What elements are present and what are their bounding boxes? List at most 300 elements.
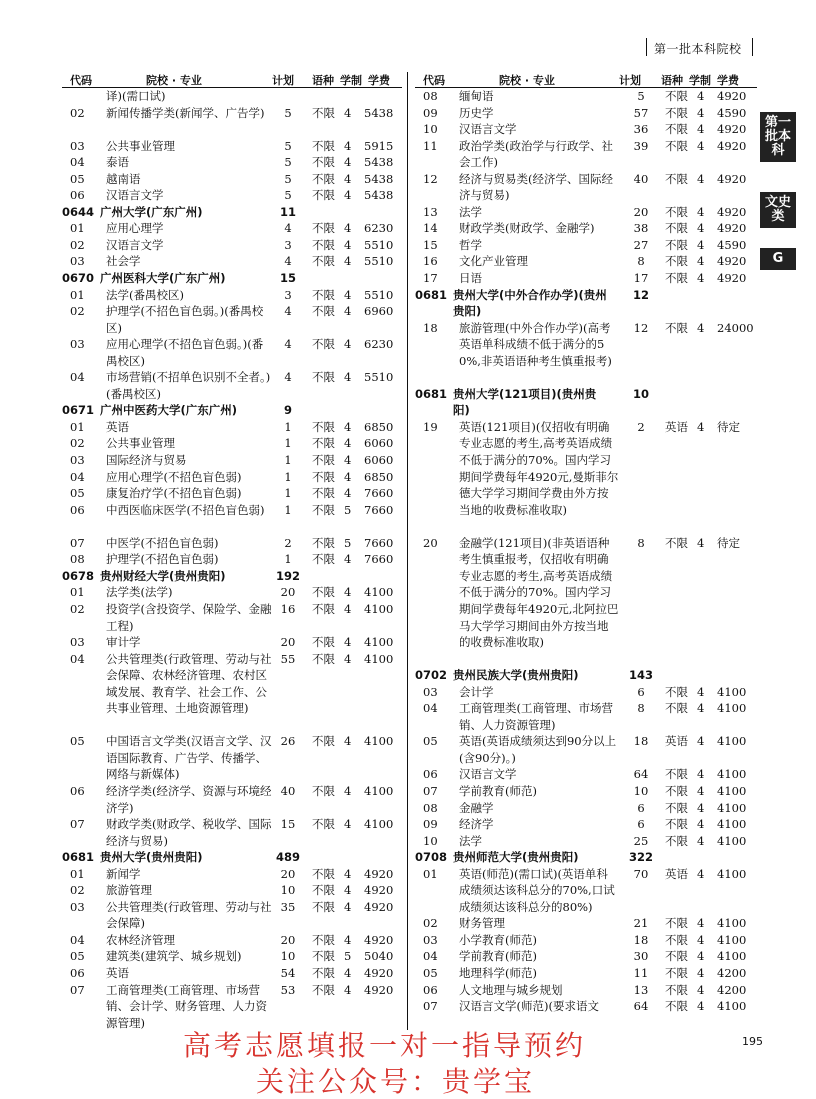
name-cell: 学前教育(师范) <box>459 949 537 964</box>
years-cell: 4 <box>697 535 705 550</box>
school-row <box>62 402 402 419</box>
code-cell: 01 <box>70 287 85 302</box>
name-cell: 公共事业管理 <box>106 436 175 451</box>
school-row <box>415 287 757 320</box>
name-cell: 社会学 <box>106 254 141 269</box>
years-cell: 5 <box>344 949 352 964</box>
years-cell: 4 <box>697 171 705 186</box>
plan-cell: 5 <box>637 89 645 103</box>
code-cell: 0702 <box>415 668 448 683</box>
plan-cell: 64 <box>633 767 649 782</box>
name-cell: 应用心理学(不招色盲色弱。)(番禺校区) <box>106 337 264 368</box>
plan-cell: 4 <box>284 254 292 269</box>
name-cell: 工商管理类(工商管理、市场营销、会计学、财务管理、人力资源管理) <box>106 982 267 1030</box>
years-cell: 4 <box>697 949 705 964</box>
code-cell: 02 <box>70 304 85 319</box>
plan-cell: 1 <box>284 469 292 484</box>
major-row <box>415 320 757 386</box>
years-cell: 4 <box>697 982 705 997</box>
name-cell: 财务管理 <box>459 916 505 931</box>
lang-cell: 不限 <box>312 370 335 385</box>
fee-cell: 4100 <box>717 800 747 815</box>
major-row <box>62 601 402 634</box>
code-cell: 01 <box>70 419 85 434</box>
name-cell: 市场营销(不招单色识别不全者。)(番禺校区) <box>106 370 271 401</box>
years-cell: 4 <box>344 138 352 153</box>
header-code: 代码 <box>70 74 92 87</box>
years-cell: 4 <box>344 601 352 616</box>
school-row <box>415 386 757 419</box>
lang-cell: 不限 <box>665 535 688 550</box>
code-cell: 0671 <box>62 403 95 418</box>
name-cell: 经济学 <box>459 817 494 832</box>
plan-cell: 8 <box>637 701 645 716</box>
plan-cell: 6 <box>637 800 645 815</box>
years-cell: 4 <box>344 370 352 385</box>
name-cell: 护理学(不招色盲色弱。)(番禺校区) <box>106 304 264 335</box>
major-row <box>415 915 757 932</box>
code-cell: 04 <box>70 155 85 170</box>
code-cell: 05 <box>70 949 85 964</box>
column-divider <box>407 72 408 1030</box>
major-row <box>62 535 402 552</box>
years-cell: 4 <box>697 320 705 335</box>
fee-cell: 4100 <box>717 767 747 782</box>
code-cell: 07 <box>70 982 85 997</box>
code-cell: 07 <box>70 535 85 550</box>
major-row <box>415 733 757 766</box>
code-cell: 07 <box>423 784 438 798</box>
lang-cell: 不限 <box>312 982 335 997</box>
code-cell: 07 <box>70 817 85 832</box>
code-cell: 15 <box>423 237 438 252</box>
code-cell: 08 <box>423 800 438 815</box>
major-row <box>415 253 757 270</box>
major-row <box>62 435 402 452</box>
plan-cell: 2 <box>284 535 292 550</box>
major-row <box>62 469 402 486</box>
major-row <box>62 634 402 651</box>
lang-cell: 不限 <box>665 221 688 236</box>
lang-cell: 不限 <box>312 419 335 434</box>
plan-cell: 4 <box>284 221 292 236</box>
plan-cell: 4 <box>284 337 292 352</box>
fee-cell: 5915 <box>364 138 394 153</box>
major-row <box>62 287 402 304</box>
code-cell: 09 <box>423 817 438 832</box>
fee-cell: 待定 <box>717 535 740 550</box>
major-row <box>62 154 402 171</box>
lang-cell: 不限 <box>312 585 335 600</box>
major-row <box>62 651 402 734</box>
name-cell: 建筑类(建筑学、城乡规划) <box>106 949 242 964</box>
lang-cell: 不限 <box>312 237 335 252</box>
name-cell: 财政学类(财政学、金融学) <box>459 221 595 236</box>
major-row <box>62 220 402 237</box>
years-cell: 4 <box>697 221 705 236</box>
name-cell: 农林经济管理 <box>106 932 175 947</box>
major-row <box>415 105 757 122</box>
name-cell: 贵州民族大学(贵州贵阳) <box>453 668 579 683</box>
fee-cell: 4100 <box>364 601 394 616</box>
lang-cell: 不限 <box>665 320 688 335</box>
code-cell: 10 <box>423 122 438 137</box>
name-cell: 公共管理类(行政管理、劳动与社会保障) <box>106 899 272 931</box>
name-cell: 会计学 <box>459 684 494 699</box>
header-plan: 计划 <box>272 74 294 87</box>
major-row <box>62 303 402 336</box>
header-years: 学制 <box>340 74 362 87</box>
major-row <box>62 105 402 138</box>
code-cell: 0681 <box>62 850 95 865</box>
lang-cell: 不限 <box>665 138 688 153</box>
lang-cell: 不限 <box>312 287 335 302</box>
major-row <box>62 882 402 899</box>
lang-cell: 不限 <box>665 684 688 699</box>
code-cell: 06 <box>70 783 85 798</box>
years-cell: 4 <box>344 899 352 914</box>
fee-cell: 4100 <box>717 784 747 798</box>
years-cell: 4 <box>344 419 352 434</box>
plan-cell: 20 <box>633 204 649 219</box>
major-row <box>62 171 402 188</box>
school-row <box>62 568 402 585</box>
years-cell: 4 <box>697 866 705 881</box>
watermark-line1: 高考志愿填报一对一指导预约 <box>183 1029 587 1062</box>
major-row <box>415 948 757 965</box>
years-cell: 4 <box>344 453 352 468</box>
fee-cell: 4100 <box>717 734 747 749</box>
name-cell: 旅游管理(中外合作办学)(高考英语单科成绩不低于满分的50%,非英语语种考生慎重报考) <box>459 320 612 368</box>
lang-cell: 不限 <box>665 271 688 286</box>
name-cell: 中国语言文学类(汉语言文学、汉语国际教育、广告学、传播学、网络与新媒体) <box>106 734 272 782</box>
years-cell: 4 <box>344 188 352 203</box>
lang-cell: 不限 <box>312 899 335 914</box>
years-cell: 5 <box>344 502 352 517</box>
plan-cell: 25 <box>633 833 649 848</box>
major-row <box>62 816 402 849</box>
fee-cell: 4590 <box>717 105 747 120</box>
fee-cell: 6850 <box>364 469 394 484</box>
plan-cell: 27 <box>633 237 649 252</box>
major-row <box>415 270 757 287</box>
name-cell: 汉语言文学 <box>459 767 517 782</box>
lang-cell: 不限 <box>312 552 335 567</box>
major-row <box>415 220 757 237</box>
fee-cell: 5510 <box>364 254 394 269</box>
fee-cell: 7660 <box>364 552 394 567</box>
plan-cell: 322 <box>628 850 653 865</box>
plan-cell: 6 <box>637 817 645 832</box>
name-cell: 汉语言文学(师范)(要求语文 <box>459 999 599 1014</box>
name-cell: 汉语言文学 <box>106 188 164 203</box>
lang-cell: 不限 <box>312 817 335 832</box>
years-cell: 4 <box>344 552 352 567</box>
name-cell: 英语(121项目)(仅招收有明确专业志愿的考生,高考英语成绩不低于满分的70%。国内学习期间学费每年4920元,曼斯菲尔德大学学习期间学费由外方按当地的收费标准收取) <box>459 419 619 517</box>
years-cell: 4 <box>697 105 705 120</box>
lang-cell: 不限 <box>665 916 688 931</box>
plan-cell: 12 <box>632 287 649 302</box>
years-cell: 4 <box>697 138 705 153</box>
years-cell: 4 <box>344 337 352 352</box>
fee-cell: 4100 <box>364 783 394 798</box>
name-cell: 广州中医药大学(广东广州) <box>100 403 238 418</box>
code-cell: 14 <box>423 221 438 236</box>
code-cell: 04 <box>423 949 438 964</box>
code-cell: 02 <box>423 916 438 931</box>
name-cell: 工商管理类(工商管理、市场营销、人力资源管理) <box>459 701 613 732</box>
plan-cell: 11 <box>279 204 296 219</box>
code-cell: 0681 <box>415 386 448 401</box>
lang-cell: 不限 <box>312 254 335 269</box>
lang-cell: 英语 <box>665 419 688 434</box>
code-cell: 11 <box>423 138 438 153</box>
years-cell: 4 <box>697 784 705 798</box>
code-cell: 0670 <box>62 271 95 286</box>
plan-cell: 13 <box>633 982 649 997</box>
fee-cell: 4920 <box>717 171 747 186</box>
code-cell: 17 <box>423 271 438 286</box>
header-fee: 学费 <box>717 74 739 87</box>
name-cell: 贵州师范大学(贵州贵阳) <box>453 850 579 865</box>
code-cell: 04 <box>70 370 85 385</box>
years-cell: 4 <box>697 254 705 269</box>
years-cell: 4 <box>697 916 705 931</box>
plan-cell: 5 <box>284 105 292 120</box>
lang-cell: 不限 <box>312 883 335 898</box>
lang-cell: 不限 <box>312 453 335 468</box>
plan-cell: 5 <box>284 171 292 186</box>
years-cell: 4 <box>697 271 705 286</box>
code-cell: 01 <box>70 221 85 236</box>
fee-cell: 7660 <box>364 535 394 550</box>
name-cell: 中医学(不招色盲色弱) <box>106 535 219 550</box>
major-row <box>62 899 402 932</box>
lang-cell: 不限 <box>665 932 688 947</box>
major-row <box>415 965 757 982</box>
lang-cell: 不限 <box>312 535 335 550</box>
name-cell: 小学教育(师范) <box>459 932 537 947</box>
years-cell: 4 <box>344 105 352 120</box>
school-row <box>415 849 757 866</box>
name-cell: 文化产业管理 <box>459 254 528 269</box>
plan-cell: 55 <box>280 651 296 666</box>
fee-cell: 5510 <box>364 370 394 385</box>
name-cell: 学前教育(师范) <box>459 784 537 798</box>
lang-cell: 不限 <box>665 237 688 252</box>
header-lang: 语种 <box>312 74 334 87</box>
lang-cell: 不限 <box>665 800 688 815</box>
side-tab-batch[interactable]: 第一批本科 <box>760 112 796 162</box>
years-cell: 4 <box>697 966 705 981</box>
major-row <box>62 336 402 369</box>
name-cell: 国际经济与贸易 <box>106 453 187 468</box>
fee-cell: 4920 <box>717 122 747 137</box>
lang-cell: 不限 <box>665 122 688 137</box>
name-cell: 贵州财经大学(贵州贵阳) <box>100 568 226 583</box>
code-cell: 0678 <box>62 568 95 583</box>
years-cell: 4 <box>344 436 352 451</box>
fee-cell: 4200 <box>717 966 747 981</box>
fee-cell: 4100 <box>717 701 747 716</box>
lang-cell: 英语 <box>665 866 688 881</box>
fee-cell: 4920 <box>717 254 747 269</box>
code-cell: 12 <box>423 171 438 186</box>
major-row <box>415 237 757 254</box>
side-tab-letter[interactable]: G <box>760 248 796 270</box>
plan-cell: 40 <box>633 171 649 186</box>
major-row <box>62 419 402 436</box>
fee-cell: 6230 <box>364 337 394 352</box>
name-cell: 金融学 <box>459 800 494 815</box>
code-cell: 02 <box>70 105 85 120</box>
header-years: 学制 <box>689 74 711 87</box>
lang-cell: 英语 <box>665 734 688 749</box>
major-row <box>415 138 757 171</box>
fee-cell: 4920 <box>717 221 747 236</box>
watermark-line2: 关注公众号：贵学宝 <box>256 1065 536 1098</box>
major-row <box>62 369 402 402</box>
lang-cell: 不限 <box>312 105 335 120</box>
name-cell: 法学 <box>459 204 482 219</box>
code-cell: 02 <box>70 883 85 898</box>
lang-cell: 不限 <box>312 734 335 749</box>
name-cell: 英语 <box>106 419 129 434</box>
years-cell: 4 <box>697 767 705 782</box>
lang-cell: 不限 <box>665 982 688 997</box>
school-row <box>62 849 402 866</box>
fee-cell: 4100 <box>364 734 394 749</box>
fee-cell: 4920 <box>717 204 747 219</box>
name-cell: 越南语 <box>106 171 141 186</box>
lang-cell: 不限 <box>665 966 688 981</box>
major-row <box>415 700 757 733</box>
years-cell: 4 <box>344 469 352 484</box>
left-column <box>62 70 402 1031</box>
plan-cell: 5 <box>284 155 292 170</box>
table-header <box>415 70 757 88</box>
major-row <box>415 204 757 221</box>
code-cell: 02 <box>70 237 85 252</box>
years-cell: 4 <box>697 817 705 832</box>
name-cell: 财政学类(财政学、税收学、国际经济与贸易) <box>106 817 272 848</box>
lang-cell: 不限 <box>665 817 688 832</box>
years-cell: 4 <box>697 999 705 1014</box>
code-cell: 06 <box>70 502 85 517</box>
code-cell: 16 <box>423 254 438 269</box>
years-cell: 4 <box>344 237 352 252</box>
major-row <box>62 253 402 270</box>
major-row <box>62 584 402 601</box>
code-cell: 06 <box>423 982 438 997</box>
years-cell: 4 <box>344 486 352 501</box>
lang-cell: 不限 <box>312 304 335 319</box>
fee-cell: 6850 <box>364 419 394 434</box>
plan-cell: 1 <box>284 502 292 517</box>
years-cell: 4 <box>344 982 352 997</box>
code-cell: 06 <box>423 767 438 782</box>
lang-cell: 不限 <box>312 469 335 484</box>
plan-cell: 10 <box>633 784 649 798</box>
plan-cell: 15 <box>280 817 296 832</box>
fee-cell: 4590 <box>717 237 747 252</box>
fee-cell: 4100 <box>717 999 747 1014</box>
plan-cell: 1 <box>284 436 292 451</box>
major-row <box>62 138 402 155</box>
lang-cell: 不限 <box>312 155 335 170</box>
school-row <box>62 270 402 287</box>
code-cell: 0708 <box>415 850 448 865</box>
lang-cell: 不限 <box>312 966 335 980</box>
name-cell: 中西医临床医学(不招色盲色弱) <box>106 502 265 517</box>
major-row <box>62 237 402 254</box>
header-lang: 语种 <box>661 74 683 87</box>
name-cell: 广州大学(广东广州) <box>100 204 203 219</box>
years-cell: 5 <box>344 535 352 550</box>
plan-cell: 18 <box>633 932 649 947</box>
name-cell: 公共管理类(行政管理、劳动与社会保障、农林经济管理、农村区域发展、教育学、社会工作、公共事业管理、土地资源管理) <box>106 651 272 716</box>
plan-cell: 18 <box>633 734 649 749</box>
name-cell: 日语 <box>459 271 482 286</box>
lang-cell: 不限 <box>312 486 335 501</box>
school-row <box>62 204 402 221</box>
years-cell: 4 <box>344 651 352 666</box>
years-cell: 4 <box>344 932 352 947</box>
years-cell: 4 <box>344 966 352 980</box>
fee-cell: 4100 <box>364 585 394 600</box>
page-number: 195 <box>742 1035 763 1048</box>
code-cell: 07 <box>423 999 438 1014</box>
name-cell: 投资学(含投资学、保险学、金融工程) <box>106 601 272 633</box>
years-cell: 4 <box>344 817 352 832</box>
fee-cell: 6230 <box>364 221 394 236</box>
fee-cell: 5040 <box>364 949 394 964</box>
fee-cell: 4920 <box>364 982 394 997</box>
fee-cell: 4920 <box>717 89 747 103</box>
fee-cell: 4920 <box>717 271 747 286</box>
plan-cell: 30 <box>633 949 649 964</box>
header-fee: 学费 <box>368 74 390 87</box>
fee-cell: 4100 <box>364 635 394 650</box>
plan-cell: 10 <box>632 386 649 401</box>
lang-cell: 不限 <box>665 833 688 848</box>
lang-cell: 不限 <box>312 866 335 881</box>
name-cell: 汉语言文学 <box>106 237 164 252</box>
years-cell: 4 <box>344 254 352 269</box>
code-cell: 04 <box>70 469 85 484</box>
major-row <box>62 783 402 816</box>
lang-cell: 不限 <box>312 188 335 203</box>
years-cell: 4 <box>344 635 352 650</box>
plan-cell: 489 <box>275 850 300 865</box>
lang-cell: 不限 <box>312 221 335 236</box>
major-row <box>415 419 757 535</box>
years-cell: 4 <box>344 221 352 236</box>
side-tab-category[interactable]: 文史类 <box>760 192 796 228</box>
plan-cell: 9 <box>283 403 292 418</box>
fee-cell: 5510 <box>364 287 394 302</box>
name-cell: 法学类(法学) <box>106 585 173 600</box>
header-name: 院校 · 专业 <box>499 74 555 87</box>
lang-cell: 不限 <box>312 502 335 517</box>
years-cell: 4 <box>697 419 705 434</box>
code-cell: 03 <box>70 899 85 914</box>
code-cell: 01 <box>70 585 85 600</box>
plan-cell: 53 <box>280 982 296 997</box>
plan-cell: 6 <box>637 684 645 699</box>
lang-cell: 不限 <box>665 204 688 219</box>
major-row <box>62 452 402 469</box>
